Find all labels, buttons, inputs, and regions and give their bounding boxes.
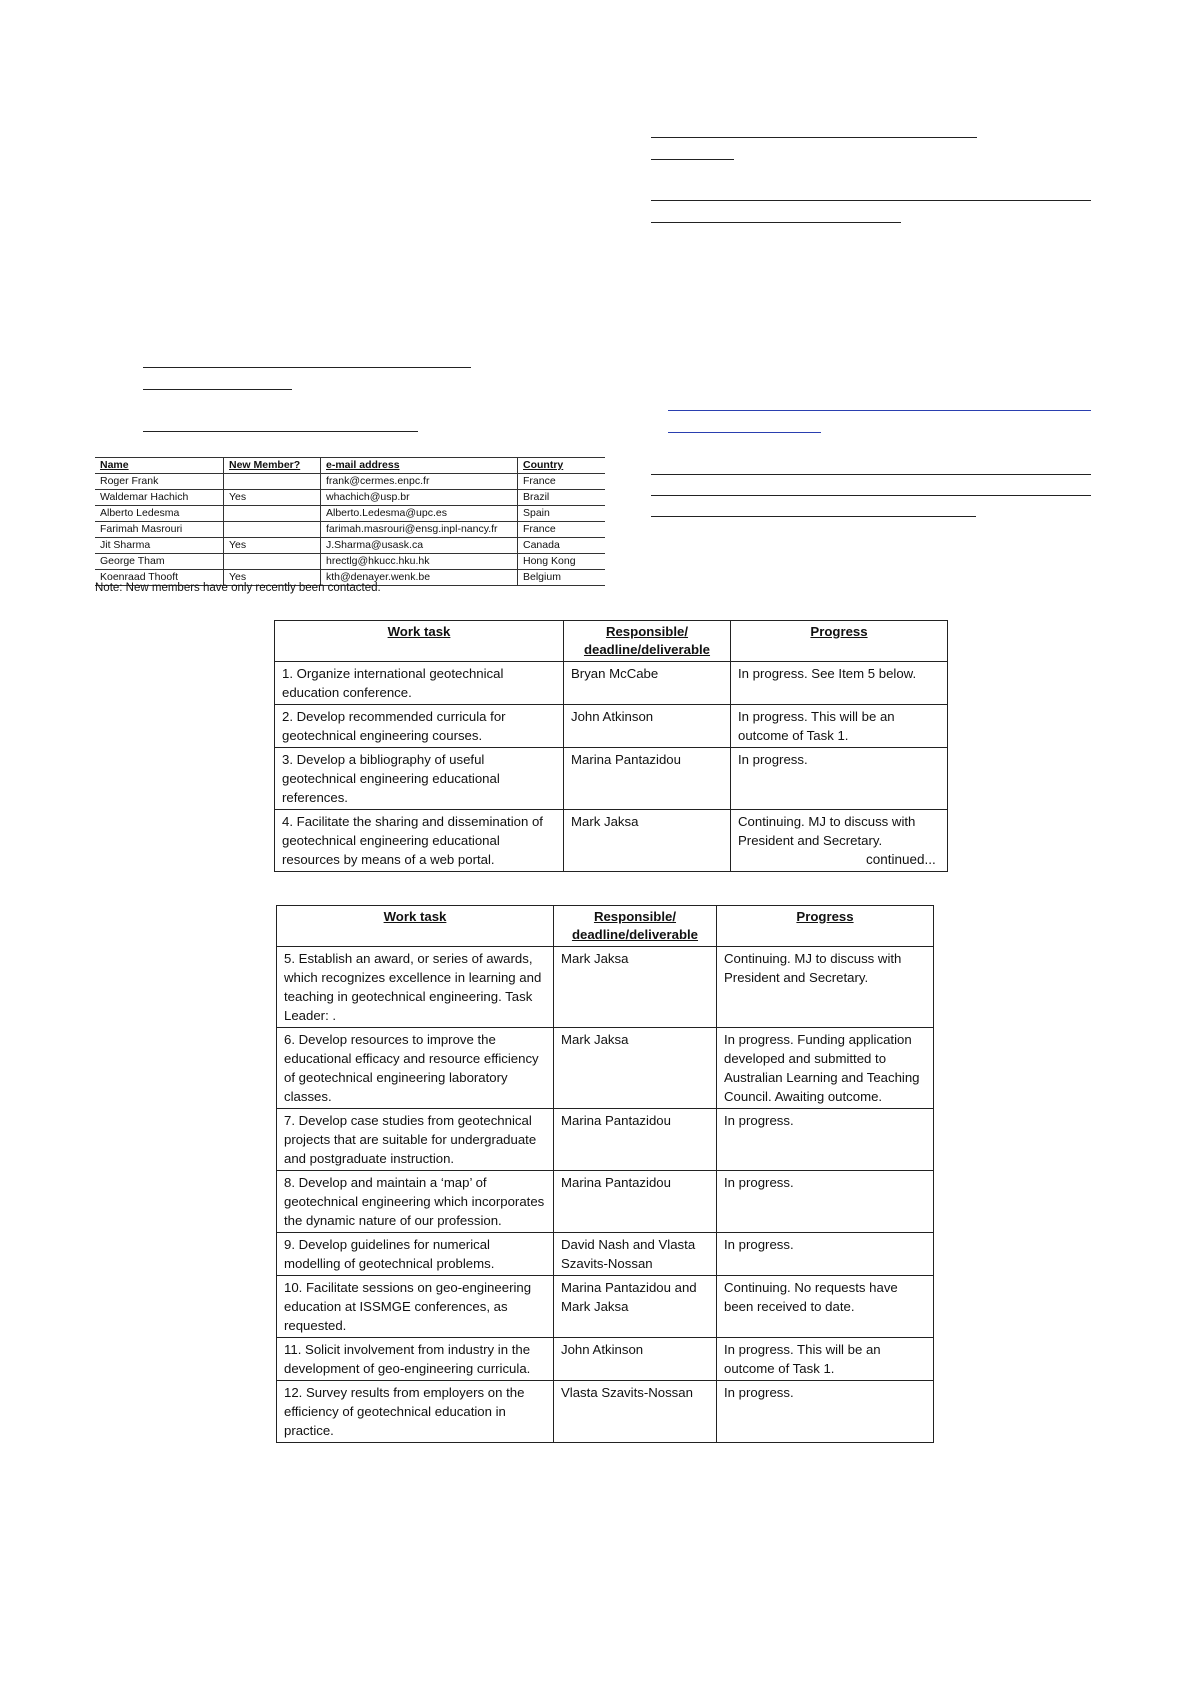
underline-rule: [143, 367, 471, 368]
work-task-cell: 4. Facilitate the sharing and dissemination of geotechnical engineering educational resources by means of a web portal.: [275, 810, 564, 872]
table-row: [275, 705, 948, 748]
member-email: Alberto.Ledesma@upc.es: [321, 506, 518, 522]
member-email: J.Sharma@usask.ca: [321, 538, 518, 554]
responsible-cell: David Nash and Vlasta Szavits-Nossan: [554, 1233, 717, 1276]
responsible-cell: Mark Jaksa: [554, 1028, 717, 1109]
members-table: [95, 457, 605, 586]
table-row: [277, 947, 934, 1028]
work-task-table-1: [274, 620, 948, 872]
underline-rule: [651, 516, 976, 517]
hyperlink-underline[interactable]: [668, 410, 1091, 411]
table-row: [95, 522, 605, 538]
member-name: Waldemar Hachich: [95, 490, 224, 506]
table-row: [95, 506, 605, 522]
progress-cell: In progress.: [717, 1233, 934, 1276]
member-new: Yes: [224, 538, 321, 554]
underline-rule: [651, 474, 1091, 475]
member-new: Yes: [224, 490, 321, 506]
table-row: [277, 1233, 934, 1276]
column-header: Country: [518, 458, 606, 474]
member-email: frank@cermes.enpc.fr: [321, 474, 518, 490]
table-row: [275, 662, 948, 705]
member-country: France: [518, 474, 606, 490]
responsible-cell: Bryan McCabe: [564, 662, 731, 705]
work-task-cell: 6. Develop resources to improve the educational efficacy and resource efficiency of geotechnical engineering laboratory classes.: [277, 1028, 554, 1109]
table-row: [275, 810, 948, 872]
progress-cell: In progress.: [717, 1171, 934, 1233]
member-email: kth@denayer.wenk.be: [321, 570, 518, 586]
progress-cell: Continuing. MJ to discuss with President and Secretary.: [717, 947, 934, 1028]
column-header: Name: [95, 458, 224, 474]
progress-cell: In progress. See Item 5 below.: [731, 662, 948, 705]
members-note: Note: New members have only recently been contacted.: [95, 582, 381, 594]
progress-cell: In progress. This will be an outcome of Task 1.: [731, 705, 948, 748]
column-header-work-task: Work task: [275, 621, 564, 662]
table-row: [277, 1276, 934, 1338]
work-task-cell: 9. Develop guidelines for numerical modelling of geotechnical problems.: [277, 1233, 554, 1276]
table-row: [277, 1109, 934, 1171]
member-country: Brazil: [518, 490, 606, 506]
column-header-work-task: Work task: [277, 906, 554, 947]
table-row: [95, 554, 605, 570]
table-row: [95, 474, 605, 490]
responsible-cell: Marina Pantazidou: [564, 748, 731, 810]
responsible-cell: John Atkinson: [564, 705, 731, 748]
work-task-cell: 5. Establish an award, or series of awards, which recognizes excellence in learning and teaching in geotechnical engineering. Task Leader: .: [277, 947, 554, 1028]
work-task-cell: 2. Develop recommended curricula for geotechnical engineering courses.: [275, 705, 564, 748]
hyperlink-underline[interactable]: [668, 432, 821, 433]
progress-cell: In progress.: [717, 1109, 934, 1171]
progress-cell: Continuing. MJ to discuss with President and Secretary.: [731, 810, 948, 872]
member-email: whachich@usp.br: [321, 490, 518, 506]
member-email: hrectlg@hkucc.hku.hk: [321, 554, 518, 570]
member-country: France: [518, 522, 606, 538]
member-name: Roger Frank: [95, 474, 224, 490]
table-row: [277, 1028, 934, 1109]
table-header-row: [95, 458, 605, 474]
member-email: farimah.masrouri@ensg.inpl-nancy.fr: [321, 522, 518, 538]
underline-rule: [143, 389, 292, 390]
work-task-cell: 1. Organize international geotechnical education conference.: [275, 662, 564, 705]
work-task-cell: 7. Develop case studies from geotechnical projects that are suitable for undergraduate and postgraduate instruction.: [277, 1109, 554, 1171]
progress-cell: In progress. This will be an outcome of Task 1.: [717, 1338, 934, 1381]
member-country: Belgium: [518, 570, 606, 586]
work-task-table-2: [276, 905, 934, 1443]
progress-cell: In progress.: [717, 1381, 934, 1443]
member-name: Alberto Ledesma: [95, 506, 224, 522]
table-row: [277, 1381, 934, 1443]
member-new: [224, 522, 321, 538]
underline-rule: [651, 200, 1091, 201]
underline-rule: [143, 431, 418, 432]
table-row: [277, 1338, 934, 1381]
table-row: [95, 490, 605, 506]
continued-label: continued...: [866, 852, 936, 867]
underline-rule: [651, 137, 977, 138]
progress-cell: Continuing. No requests have been received to date.: [717, 1276, 934, 1338]
work-task-cell: 10. Facilitate sessions on geo-engineering education at ISSMGE conferences, as requested.: [277, 1276, 554, 1338]
work-task-cell: 11. Solicit involvement from industry in the development of geo-engineering curricula.: [277, 1338, 554, 1381]
member-new: [224, 506, 321, 522]
member-new: [224, 554, 321, 570]
column-header-progress: Progress: [717, 906, 934, 947]
member-new: Yes: [224, 570, 321, 586]
column-header-responsible: Responsible/ deadline/deliverable: [554, 906, 717, 947]
responsible-cell: John Atkinson: [554, 1338, 717, 1381]
work-task-cell: 8. Develop and maintain a ‘map’ of geotechnical engineering which incorporates the dynamic nature of our profession.: [277, 1171, 554, 1233]
table-header-row: [275, 621, 948, 662]
member-name: George Tham: [95, 554, 224, 570]
table-header-row: [277, 906, 934, 947]
responsible-cell: Marina Pantazidou and Mark Jaksa: [554, 1276, 717, 1338]
progress-cell: In progress. Funding application developed and submitted to Australian Learning and Teaching Council. Awaiting outcome.: [717, 1028, 934, 1109]
member-country: Canada: [518, 538, 606, 554]
responsible-cell: Marina Pantazidou: [554, 1171, 717, 1233]
responsible-cell: Vlasta Szavits-Nossan: [554, 1381, 717, 1443]
member-name: Koenraad Thooft: [95, 570, 224, 586]
underline-rule: [651, 159, 734, 160]
table-row: [277, 1171, 934, 1233]
column-header-responsible: Responsible/ deadline/deliverable: [564, 621, 731, 662]
member-new: [224, 474, 321, 490]
member-name: Jit Sharma: [95, 538, 224, 554]
responsible-cell: Mark Jaksa: [554, 947, 717, 1028]
member-name: Farimah Masrouri: [95, 522, 224, 538]
underline-rule: [651, 222, 901, 223]
responsible-cell: Marina Pantazidou: [554, 1109, 717, 1171]
underline-rule: [651, 495, 1091, 496]
member-country: Spain: [518, 506, 606, 522]
work-task-cell: 3. Develop a bibliography of useful geotechnical engineering educational references.: [275, 748, 564, 810]
progress-cell: In progress.: [731, 748, 948, 810]
work-task-cell: 12. Survey results from employers on the efficiency of geotechnical education in practice.: [277, 1381, 554, 1443]
column-header-progress: Progress: [731, 621, 948, 662]
responsible-cell: Mark Jaksa: [564, 810, 731, 872]
table-row: [95, 538, 605, 554]
column-header: New Member?: [224, 458, 321, 474]
column-header: e-mail address: [321, 458, 518, 474]
table-row: [275, 748, 948, 810]
member-country: Hong Kong: [518, 554, 606, 570]
